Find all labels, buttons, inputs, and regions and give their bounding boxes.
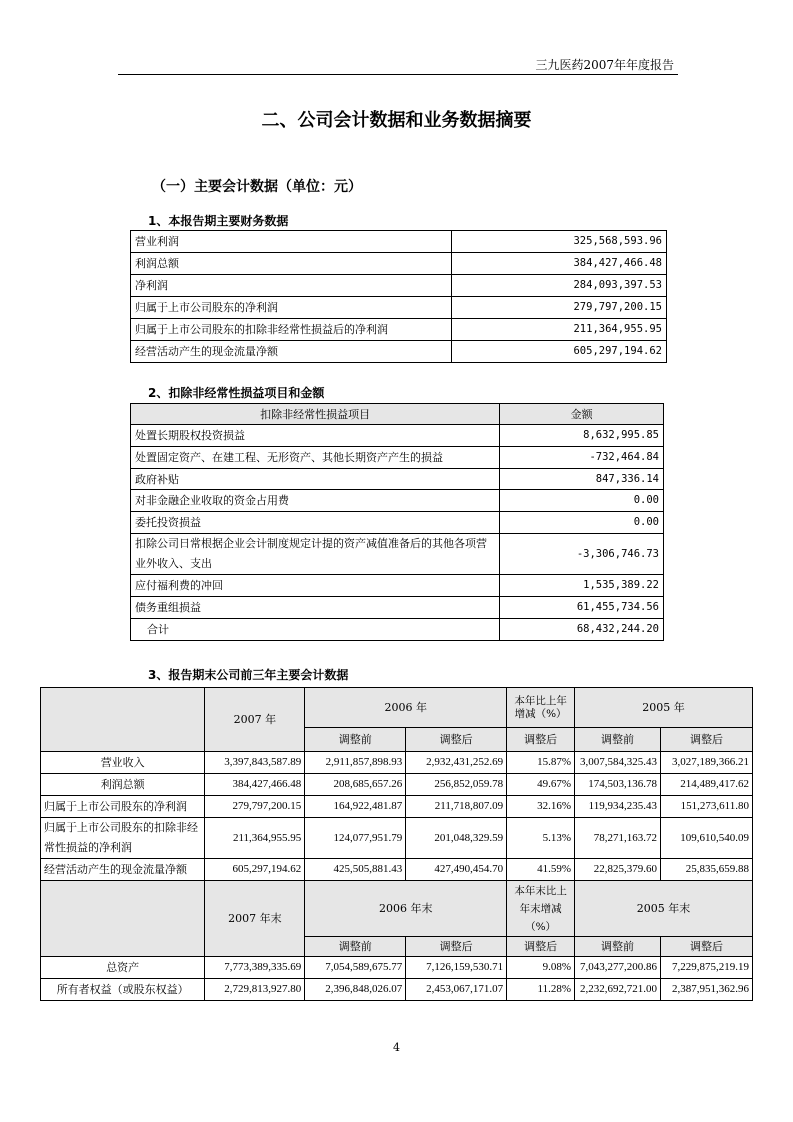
row-label: 债务重组损益 — [131, 597, 500, 619]
col-header-item: 扣除非经常性损益项目 — [131, 404, 500, 425]
header2-change-after: 调整后 — [507, 937, 575, 957]
table-row — [131, 341, 667, 363]
row-label: 总资产 — [41, 957, 205, 979]
sub1-title: 1、本报告期主要财务数据 — [148, 214, 289, 228]
row-value: 119,934,235.43 — [575, 796, 661, 818]
row-label: 处置固定资产、在建工程、无形资产、其他长期资产产生的损益 — [131, 447, 500, 469]
row-value: 78,271,163.72 — [575, 818, 661, 859]
table-row — [41, 796, 753, 818]
row-value: 11.28% — [507, 979, 575, 1001]
row-value: 2,396,848,026.07 — [305, 979, 406, 1001]
header2-2006-after: 调整后 — [406, 937, 507, 957]
header2-2006-before: 调整前 — [305, 937, 406, 957]
header-change-after: 调整后 — [507, 728, 575, 752]
header2-2005: 2005 年末 — [575, 881, 753, 937]
table-row — [41, 957, 753, 979]
header2-2005-after: 调整后 — [661, 937, 753, 957]
header-2005-after: 调整后 — [661, 728, 753, 752]
row-label: 应付福利费的冲回 — [131, 575, 500, 597]
row-label: 所有者权益（或股东权益） — [41, 979, 205, 1001]
row-value: 208,685,657.26 — [305, 774, 406, 796]
row-value: 425,505,881.43 — [305, 859, 406, 881]
table-row — [131, 575, 664, 597]
row-label: 利润总额 — [41, 774, 205, 796]
table-row — [131, 512, 664, 534]
row-label: 政府补贴 — [131, 469, 500, 490]
row-value: -3,306,746.73 — [500, 534, 664, 575]
row-value: 7,126,159,530.71 — [406, 957, 507, 979]
row-value: 124,077,951.79 — [305, 818, 406, 859]
financial-data-table — [130, 230, 667, 363]
header2-2006: 2006 年末 — [305, 881, 507, 937]
header-change: 本年比上年增减（%） — [507, 688, 575, 728]
row-value: 2,729,813,927.80 — [205, 979, 305, 1001]
header-2007: 2007 年 — [205, 688, 305, 752]
row-label: 归属于上市公司股东的净利润 — [41, 796, 205, 818]
row-value: 5.13% — [507, 818, 575, 859]
table-row — [131, 231, 667, 253]
table-row — [131, 319, 667, 341]
row-value: 1,535,389.22 — [500, 575, 664, 597]
row-value: 0.00 — [500, 490, 664, 512]
row-value: 201,048,329.59 — [406, 818, 507, 859]
table-row — [41, 752, 753, 774]
row-value: 25,835,659.88 — [661, 859, 753, 881]
row-value: 847,336.14 — [500, 469, 664, 490]
row-value: 256,852,059.78 — [406, 774, 507, 796]
row-label: 处置长期股权投资损益 — [131, 425, 500, 447]
row-label: 营业利润 — [131, 231, 452, 253]
row-value: 2,387,951,362.96 — [661, 979, 753, 1001]
row-value: 164,922,481.87 — [305, 796, 406, 818]
page-number: 4 — [393, 1041, 400, 1054]
table-row — [131, 469, 664, 490]
row-label: 利润总额 — [131, 253, 452, 275]
table-row — [131, 447, 664, 469]
row-value: 211,364,955.95 — [205, 818, 305, 859]
row-label: 净利润 — [131, 275, 452, 297]
table-row — [41, 979, 753, 1001]
table-row — [131, 597, 664, 619]
row-label: 经营活动产生的现金流量净额 — [41, 859, 205, 881]
row-value: 109,610,540.09 — [661, 818, 753, 859]
row-value: 7,043,277,200.86 — [575, 957, 661, 979]
row-value: 22,825,379.60 — [575, 859, 661, 881]
row-value: -732,464.84 — [500, 447, 664, 469]
row-label: 经营活动产生的现金流量净额 — [131, 341, 452, 363]
row-label: 营业收入 — [41, 752, 205, 774]
row-value: 211,718,807.09 — [406, 796, 507, 818]
table-row — [131, 425, 664, 447]
three-year-data-table — [40, 687, 753, 1001]
table-row — [131, 253, 667, 275]
row-value: 49.67% — [507, 774, 575, 796]
row-value: 3,007,584,325.43 — [575, 752, 661, 774]
table-row — [131, 275, 667, 297]
page-title: 二、公司会计数据和业务数据摘要 — [261, 110, 532, 131]
row-label: 归属于上市公司股东的扣除非经常性损益后的净利润 — [131, 319, 452, 341]
row-label: 对非金融企业收取的资金占用费 — [131, 490, 500, 512]
row-value: 279,797,200.15 — [452, 297, 667, 319]
row-value: 3,027,189,366.21 — [661, 752, 753, 774]
row-value: 284,093,397.53 — [452, 275, 667, 297]
row-label: 扣除公司日常根据企业会计制度规定计提的资产减值准备后的其他各项营业外收入、支出 — [131, 534, 500, 575]
row-value: 605,297,194.62 — [205, 859, 305, 881]
page-header — [118, 52, 678, 75]
row-label: 归属于上市公司股东的净利润 — [131, 297, 452, 319]
table-row — [41, 859, 753, 881]
total-value: 68,432,244.20 — [500, 619, 664, 641]
header-2006: 2006 年 — [305, 688, 507, 728]
row-value: 61,455,734.56 — [500, 597, 664, 619]
row-value: 2,911,857,898.93 — [305, 752, 406, 774]
row-value: 325,568,593.96 — [452, 231, 667, 253]
row-value: 7,773,389,335.69 — [205, 957, 305, 979]
corner-cell-2 — [41, 881, 205, 957]
row-value: 0.00 — [500, 512, 664, 534]
non-recurring-items-table — [130, 403, 664, 641]
table-row — [131, 297, 667, 319]
row-value: 2,232,692,721.00 — [575, 979, 661, 1001]
row-value: 7,229,875,219.19 — [661, 957, 753, 979]
col-header-amount: 金额 — [500, 404, 664, 425]
corner-cell — [41, 688, 205, 752]
row-value: 384,427,466.48 — [205, 774, 305, 796]
header2-change: 本年末比上年末增减（%） — [507, 881, 575, 937]
sub3-title: 3、报告期末公司前三年主要会计数据 — [148, 668, 349, 682]
row-value: 279,797,200.15 — [205, 796, 305, 818]
row-value: 605,297,194.62 — [452, 341, 667, 363]
header-2006-after: 调整后 — [406, 728, 507, 752]
row-value: 8,632,995.85 — [500, 425, 664, 447]
row-value: 214,489,417.62 — [661, 774, 753, 796]
row-value: 15.87% — [507, 752, 575, 774]
header2-2005-before: 调整前 — [575, 937, 661, 957]
header-2006-before: 调整前 — [305, 728, 406, 752]
header-2005-before: 调整前 — [575, 728, 661, 752]
table-row — [131, 534, 664, 575]
header-title: 三九医药2007年年度报告 — [535, 58, 674, 72]
row-value: 3,397,843,587.89 — [205, 752, 305, 774]
row-value: 7,054,589,675.77 — [305, 957, 406, 979]
row-value: 2,453,067,171.07 — [406, 979, 507, 1001]
table-row — [131, 490, 664, 512]
total-row — [131, 619, 664, 641]
table-row — [41, 774, 753, 796]
row-value: 2,932,431,252.69 — [406, 752, 507, 774]
row-label: 委托投资损益 — [131, 512, 500, 534]
header2-2007: 2007 年末 — [205, 881, 305, 957]
row-label: 归属于上市公司股东的扣除非经常性损益的净利润 — [41, 818, 205, 859]
row-value: 9.08% — [507, 957, 575, 979]
row-value: 211,364,955.95 — [452, 319, 667, 341]
row-value: 174,503,136.78 — [575, 774, 661, 796]
total-label: 合计 — [131, 619, 500, 641]
row-value: 427,490,454.70 — [406, 859, 507, 881]
row-value: 32.16% — [507, 796, 575, 818]
table-row — [41, 818, 753, 859]
section-title: （一）主要会计数据（单位：元） — [152, 179, 362, 195]
header-2005: 2005 年 — [575, 688, 753, 728]
row-value: 151,273,611.80 — [661, 796, 753, 818]
sub2-title: 2、扣除非经常性损益项目和金额 — [148, 386, 325, 400]
row-value: 384,427,466.48 — [452, 253, 667, 275]
row-value: 41.59% — [507, 859, 575, 881]
